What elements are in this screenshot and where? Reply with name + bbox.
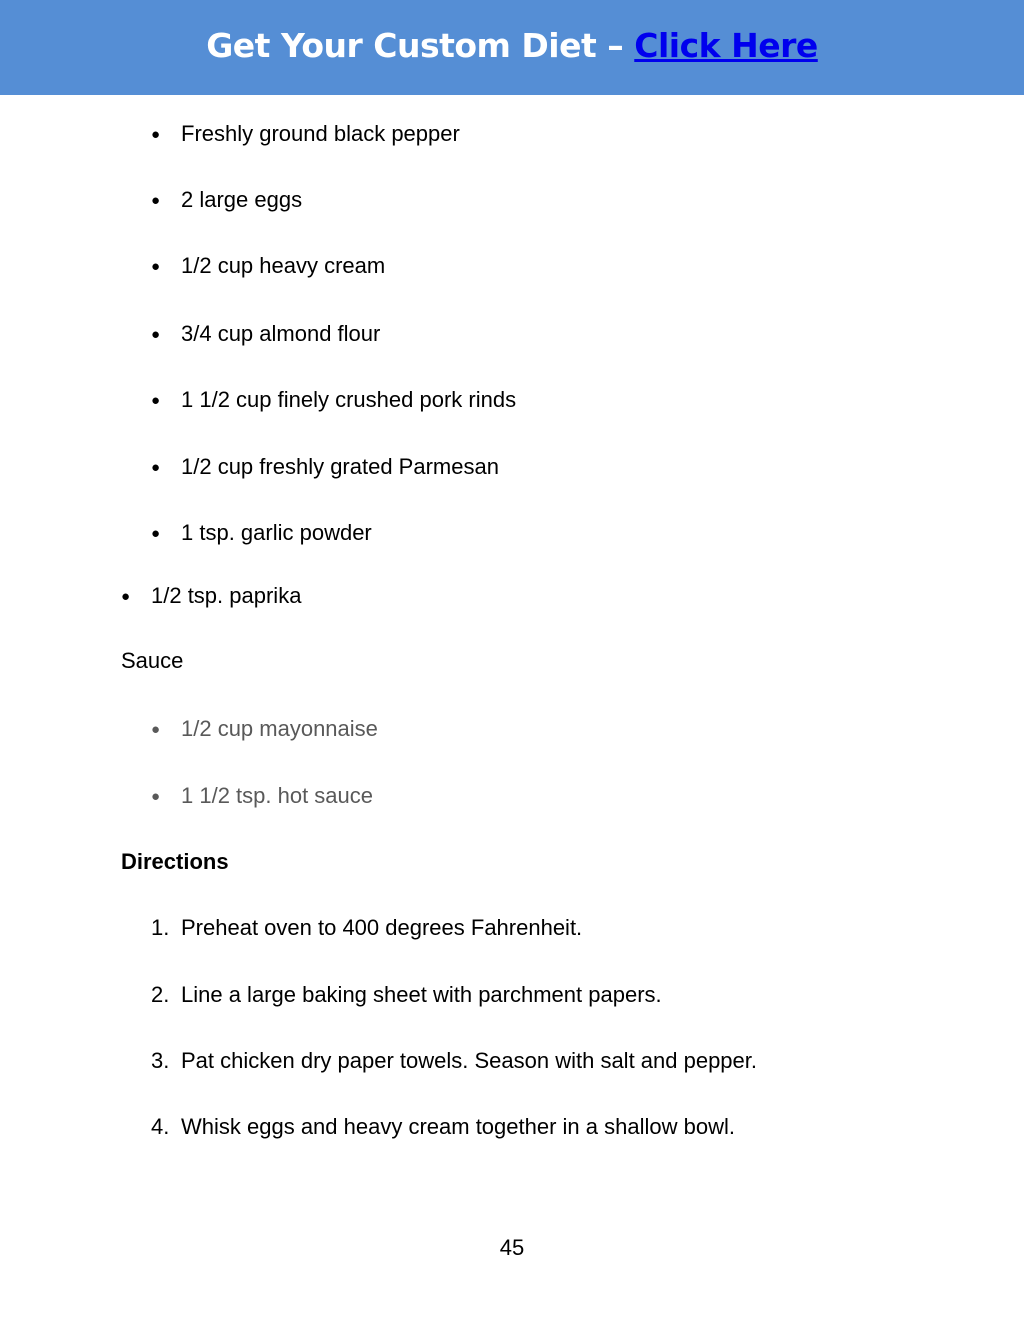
ingredient-text: 1/2 cup freshly grated Parmesan <box>181 454 499 479</box>
banner-title <box>206 26 818 65</box>
page-number: 45 <box>499 1235 525 1260</box>
ingredient-text: 3/4 cup almond flour <box>181 321 381 346</box>
bullet-icon: ● <box>151 788 161 805</box>
ingredient-text: 2 large eggs <box>181 187 303 212</box>
sauce-item-text: 1 1/2 tsp. hot sauce <box>181 783 374 808</box>
step-text: Pat chicken dry paper towels. Season with salt and pepper. <box>181 1048 758 1073</box>
banner-text: Get Your Custom Diet – <box>206 26 635 65</box>
bullet-icon: ● <box>151 459 161 476</box>
sauce-heading: Sauce <box>121 648 184 673</box>
bullet-icon: ● <box>151 525 161 542</box>
directions-heading: Directions <box>121 849 229 874</box>
step-text: Line a large baking sheet with parchment papers. <box>181 982 662 1007</box>
step-text: Preheat oven to 400 degrees Fahrenheit. <box>181 915 583 940</box>
step-number: 1. <box>151 915 170 940</box>
bullet-icon: ● <box>151 392 161 409</box>
bullet-icon: ● <box>151 721 161 738</box>
step-number: 2. <box>151 982 170 1007</box>
bullet-icon: ● <box>151 326 161 343</box>
ingredient-text: 1/2 tsp. paprika <box>151 583 302 608</box>
step-text: Whisk eggs and heavy cream together in a shallow bowl. <box>181 1114 735 1139</box>
bullet-icon: ● <box>121 588 131 605</box>
bullet-icon: ● <box>151 258 161 275</box>
click-here-link[interactable]: Click Here <box>634 26 818 65</box>
ingredient-text: 1 tsp. garlic powder <box>181 520 372 545</box>
ingredient-text: 1 1/2 cup finely crushed pork rinds <box>181 387 517 412</box>
ingredient-text: Freshly ground black pepper <box>181 121 460 146</box>
step-number: 4. <box>151 1114 170 1139</box>
ingredient-text: 1/2 cup heavy cream <box>181 253 386 278</box>
step-number: 3. <box>151 1048 170 1073</box>
header-banner <box>0 0 1024 95</box>
bullet-icon: ● <box>151 192 161 209</box>
bullet-icon: ● <box>151 126 161 143</box>
sauce-item-text: 1/2 cup mayonnaise <box>181 716 378 741</box>
